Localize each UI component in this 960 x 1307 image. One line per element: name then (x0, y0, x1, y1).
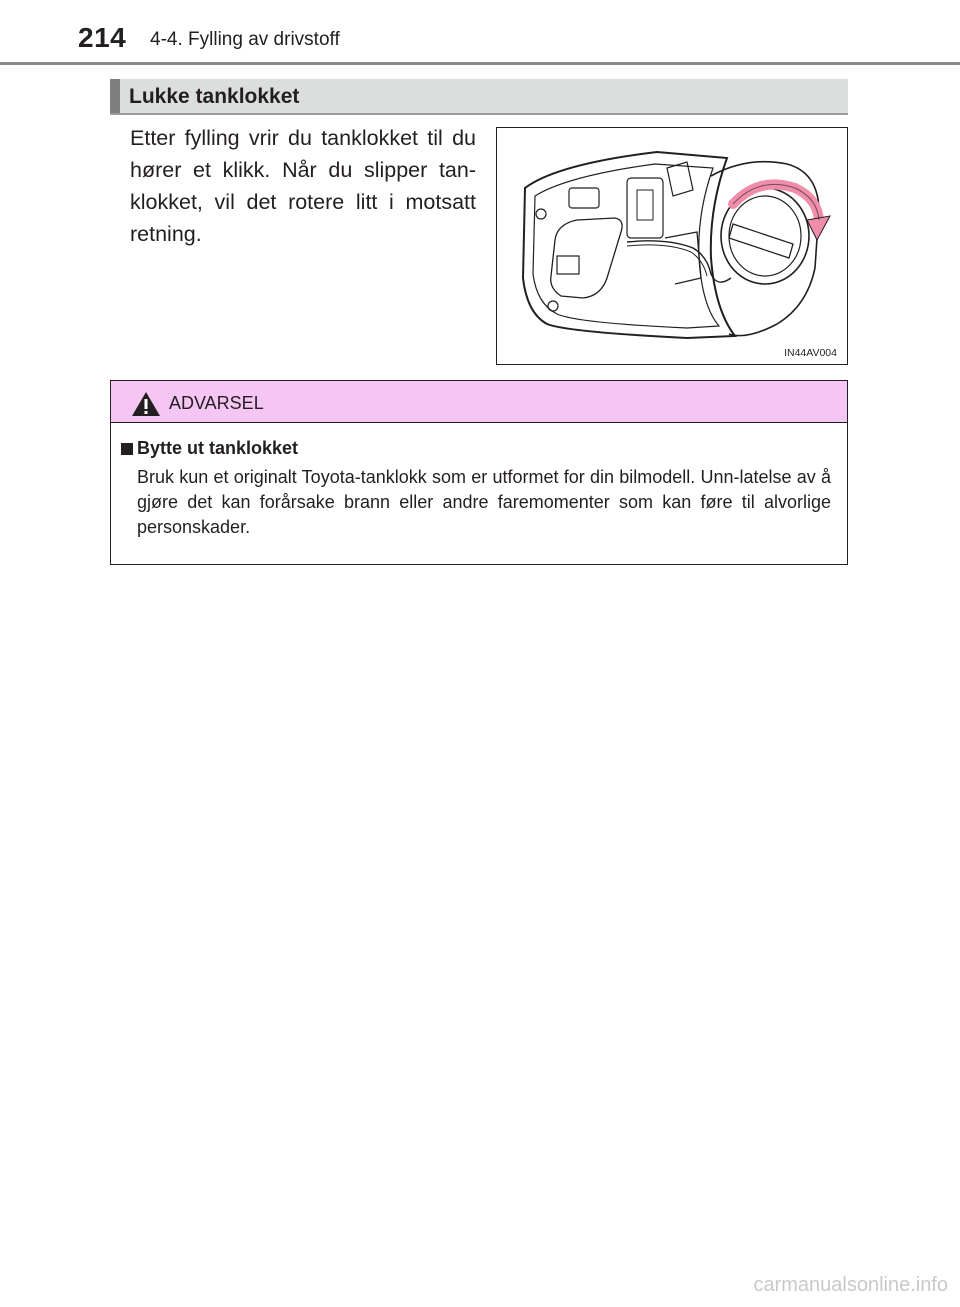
bullet-square-icon (121, 443, 133, 455)
body-text: Etter fylling vrir du tanklokket til du hører et klikk. Når du slipper tan-klokket, vil det rotere litt i motsatt retning. (130, 126, 476, 246)
warning-header (111, 381, 847, 423)
page-number: 214 (78, 22, 127, 53)
fuel-cap-figure (496, 127, 848, 365)
header-rule (0, 62, 960, 65)
warning-text: Bruk kun et originalt Toyota-tanklokk som er utformet for din bilmodell. Unn-latelse av å gjøre det kan forårsake brann eller andre faremomenter som kan føre til alvorlige personskader. (137, 467, 831, 537)
fuel-door-illustration (497, 128, 847, 364)
warning-box (110, 380, 848, 565)
page-header (0, 0, 960, 70)
section-heading-bar (110, 79, 120, 113)
chapter-title: 4-4. Fylling av drivstoff (150, 29, 340, 50)
warning-label: ADVARSEL (169, 393, 264, 413)
section-heading (110, 79, 848, 115)
warning-title: Bytte ut tanklokket (137, 438, 299, 458)
figure-code: IN44AV004 (784, 347, 837, 359)
section-heading-text: Lukke tanklokket (129, 85, 300, 108)
warning-triangle-icon (131, 391, 161, 417)
watermark: carmanualsonline.info (753, 1274, 948, 1296)
